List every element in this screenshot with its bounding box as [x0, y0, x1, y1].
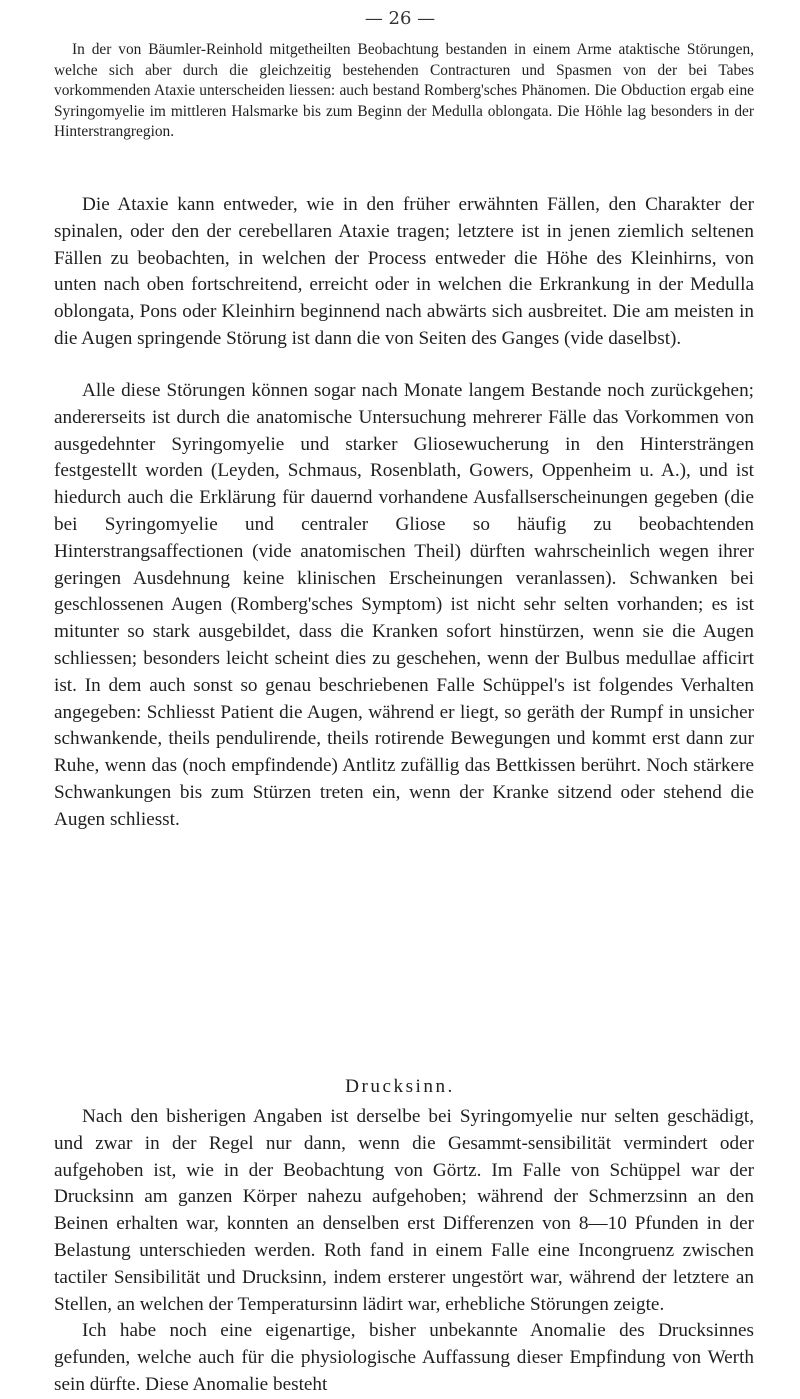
paragraph-disturbances: Alle diese Störungen können sogar nach Monate langem Bestande noch zurückgehen; andererseits ist durch die anatomische Untersuchung mehrerer Fälle das Vorkommen von ausgedehnter Syringomyelie und starker Gliosewucherung in den Hintersträngen festgestellt worden (Leyden, Schmaus, Rosenblath, Gowers, Oppenheim u. A.), und ist hiedurch auch die Erklärung für dauernd vorhandene Ausfallserscheinungen gegeben (die bei Syringomyelie und centraler Gliose so häufig zu beobachtenden Hinterstrangsaffectionen (vide anatomischen Theil) dürften wahrscheinlich wegen ihrer geringen Ausdehnung keine klinischen Erscheinungen veranlassen). Schwanken bei geschlossenen Augen (Romberg'sches Symptom) ist nicht sehr selten vorhanden; es ist mitunter so stark ausgebildet, dass die Kranken sofort hinstürzen, wenn sie die Augen schliessen; besonders leicht scheint dies zu geschehen, wenn der Bulbus medullae afficirt ist. In dem auch sonst so genau beschriebenen Falle Schüppel's ist folgendes Verhalten angegeben: Schliesst Patient die Augen, während er liegt, so geräth der Rumpf in unsicher schwankende, theils pendulirende, theils rotirende Bewegungen und kommt erst dann zur Ruhe, wenn das (noch empfindende) Antlitz zufällig das Bettkissen berührt. Noch stärkere Schwankungen bis zum Stürzen treten ein, wenn der Kranke sitzend oder stehend die Augen schliesst.	[54, 380, 754, 830]
footnote-paragraph: In der von Bäumler-Reinhold mitgetheilten Beobachtung bestanden in einem Arme ataktische Störungen, welche sich aber durch die gleichzeitig bestehenden Contracturen und Spasmen von der bei Tabes vorkommenden Ataxie unterscheiden liessen: auch bestand Romberg'sches Phänomen. Die Obduction ergab eine Syringomyelie im mittleren Halsmarke bis zum Beginn der Medulla oblongata. Die Höhle lag besonders in der Hinterstrangregion.	[54, 41, 754, 141]
body-section-pressure-sense	[54, 1104, 754, 1399]
paragraph-anomaly: Ich habe noch eine eigenartige, bisher unbekannte Anomalie des Drucksinnes gefunden, welche auch für die physiologische Auffassung dieser Empfindung von Werth sein dürfte. Diese Anomalie besteht	[54, 1320, 754, 1395]
body-section-ataxia	[54, 192, 754, 353]
section-heading: Drucksinn.	[345, 1076, 455, 1097]
body-section-disturbances	[54, 378, 754, 834]
paragraph-pressure-sense: Nach den bisherigen Angaben ist derselbe bei Syringomyelie nur selten geschädigt, und zwar in der Regel nur dann, wenn die Gesammt-sensibilität vermindert oder aufgehoben ist, wie in der Beobachtung von Görtz. Im Falle von Schüppel war der Drucksinn am ganzen Körper nahezu aufgehoben; während der Schmerzsinn an den Beinen erhalten war, konnten an denselben erst Differenzen von 8—10 Pfunden in der Belastung unterschieden werden. Roth fand in einem Falle eine Incongruenz zwischen tactiler Sensibilität und Drucksinn, indem ersterer ungestört war, während der letztere an Stellen, an welchen der Temperatursinn lädirt war, erhebliche Störungen zeigte.	[54, 1106, 754, 1315]
page-number: — 26 —	[364, 8, 436, 29]
paragraph-ataxia: Die Ataxie kann entweder, wie in den früher erwähnten Fällen, den Charakter der spinalen, oder den der cerebellaren Ataxie tragen; letztere ist in jenen ziemlich seltenen Fällen zu beobachten, in welchen der Process entweder die Höhe des Kleinhirns, von unten nach oben fortschreitend, erreicht oder in welchen die Erkrankung in der Medulla oblongata, Pons oder Kleinhirn beginnend nach abwärts sich ausbreitet. Die am meisten in die Augen springende Störung ist dann die von Seiten des Ganges (vide daselbst).	[54, 194, 754, 349]
